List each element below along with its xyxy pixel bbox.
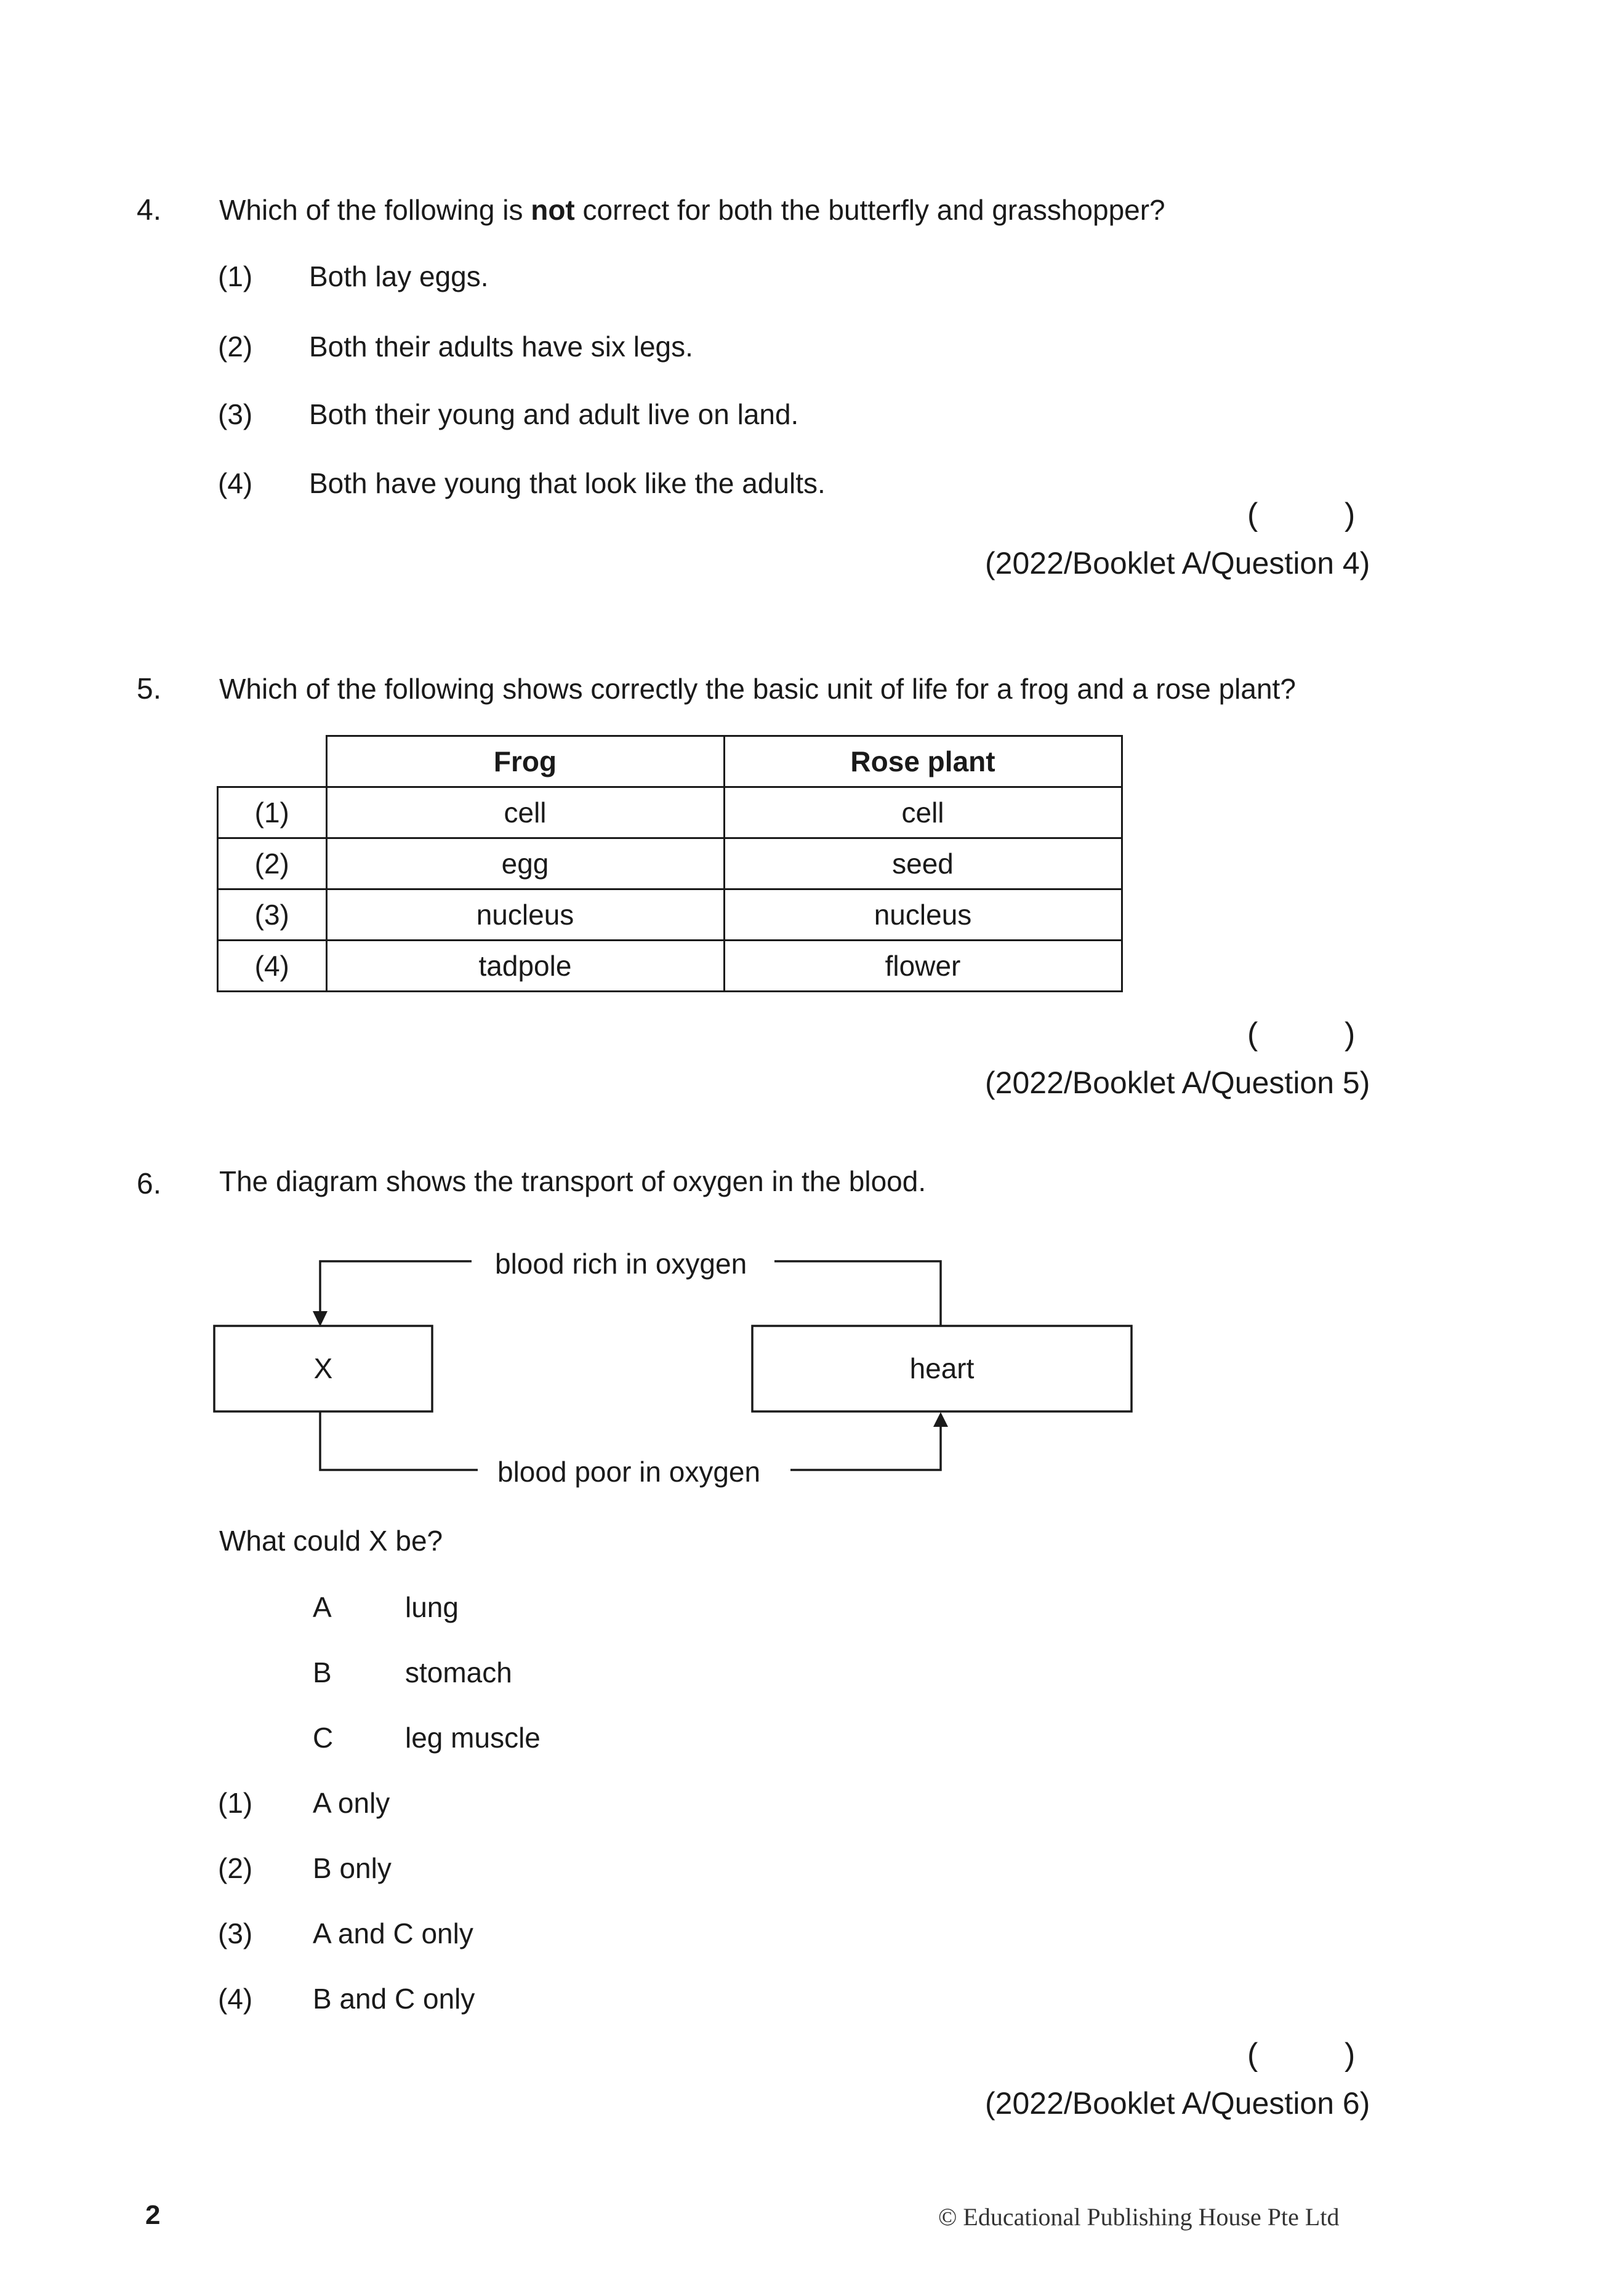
- row-label: (1): [218, 787, 327, 838]
- q6-option-2-text: B only: [313, 1852, 392, 1884]
- q6-option-1-text: A only: [313, 1787, 390, 1819]
- q6-option-3-text: A and C only: [313, 1917, 473, 1949]
- q6-source: (2022/Booklet A/Question 6): [985, 2086, 1370, 2121]
- row-label: (3): [218, 889, 327, 941]
- q4-answer-open: (: [1247, 497, 1258, 532]
- q4-source: (2022/Booklet A/Question 4): [985, 546, 1370, 580]
- q6-item-a-label: A: [313, 1591, 332, 1623]
- q6-item-c-text: leg muscle: [405, 1722, 541, 1754]
- q5-answer-open: (: [1247, 1016, 1258, 1052]
- q4-option-1-text: Both lay eggs.: [309, 260, 489, 292]
- q6-answer-close: ): [1345, 2037, 1356, 2073]
- q4-option-1-label: (1): [218, 260, 253, 292]
- box-heart-label: heart: [909, 1352, 975, 1384]
- q4-option-2-label: (2): [218, 331, 253, 363]
- label-blood-poor-in-oxygen: blood poor in oxygen: [497, 1456, 761, 1488]
- cell-rose: seed: [724, 838, 1122, 889]
- bottom-line-right: [790, 1425, 941, 1470]
- q6-option-4-label: (4): [218, 1983, 253, 2015]
- label-blood-rich-in-oxygen: blood rich in oxygen: [495, 1248, 747, 1280]
- q6-answer-open: (: [1247, 2037, 1258, 2073]
- q4-answer-close: ): [1345, 497, 1356, 532]
- q6-question: What could X be?: [219, 1525, 443, 1557]
- question-4-stem: Which of the following is not correct for both the butterfly and grasshopper?: [219, 194, 1165, 226]
- q6-option-2-label: (2): [218, 1852, 253, 1884]
- q4-option-3-label: (3): [218, 398, 253, 430]
- page-number: 2: [145, 2200, 161, 2230]
- question-4-number: 4.: [137, 194, 162, 227]
- q6-item-c-label: C: [313, 1722, 334, 1754]
- table-header-frog: Frog: [326, 736, 724, 787]
- question-6-number: 6.: [137, 1168, 162, 1200]
- bottom-line-left: [320, 1411, 478, 1470]
- row-label: (4): [218, 941, 327, 992]
- arrowhead-up-icon: [933, 1412, 948, 1427]
- q4-option-4-text: Both have young that look like the adults.: [309, 467, 826, 499]
- cell-rose: cell: [724, 787, 1122, 838]
- q4-option-3-text: Both their young and adult live on land.: [309, 398, 799, 430]
- box-x-label: X: [313, 1352, 333, 1384]
- top-line-left: [320, 1261, 472, 1312]
- copyright-notice: © Educational Publishing House Pte Ltd: [938, 2203, 1340, 2231]
- cell-frog: egg: [326, 838, 724, 889]
- q6-item-b-text: stomach: [405, 1656, 512, 1688]
- question-5-number: 5.: [137, 673, 162, 705]
- cell-rose: nucleus: [724, 889, 1122, 941]
- table-header-rose-plant: Rose plant: [724, 736, 1122, 787]
- arrowhead-down-icon: [313, 1311, 328, 1327]
- cell-rose: flower: [724, 941, 1122, 992]
- q6-answer-blank[interactable]: [1266, 2036, 1340, 2071]
- cell-frog: cell: [326, 787, 724, 838]
- row-label: (2): [218, 838, 327, 889]
- q5-answer-close: ): [1345, 1016, 1356, 1052]
- emphasis-not: not: [531, 194, 575, 226]
- q4-option-2-text: Both their adults have six legs.: [309, 331, 693, 363]
- q6-option-4-text: B and C only: [313, 1983, 475, 2015]
- cell-frog: nucleus: [326, 889, 724, 941]
- q4-option-4-label: (4): [218, 467, 253, 499]
- cell-frog: tadpole: [326, 941, 724, 992]
- q6-item-b-label: B: [313, 1656, 332, 1688]
- question-6-stem: The diagram shows the transport of oxygen in the blood.: [219, 1165, 927, 1197]
- q6-option-3-label: (3): [218, 1917, 253, 1949]
- q6-option-1-label: (1): [218, 1787, 253, 1819]
- top-line-right: [774, 1261, 941, 1326]
- q5-source: (2022/Booklet A/Question 5): [985, 1066, 1370, 1100]
- question-5-stem: Which of the following shows correctly the basic unit of life for a frog and a rose plant?: [219, 673, 1296, 705]
- q6-item-a-text: lung: [405, 1591, 459, 1623]
